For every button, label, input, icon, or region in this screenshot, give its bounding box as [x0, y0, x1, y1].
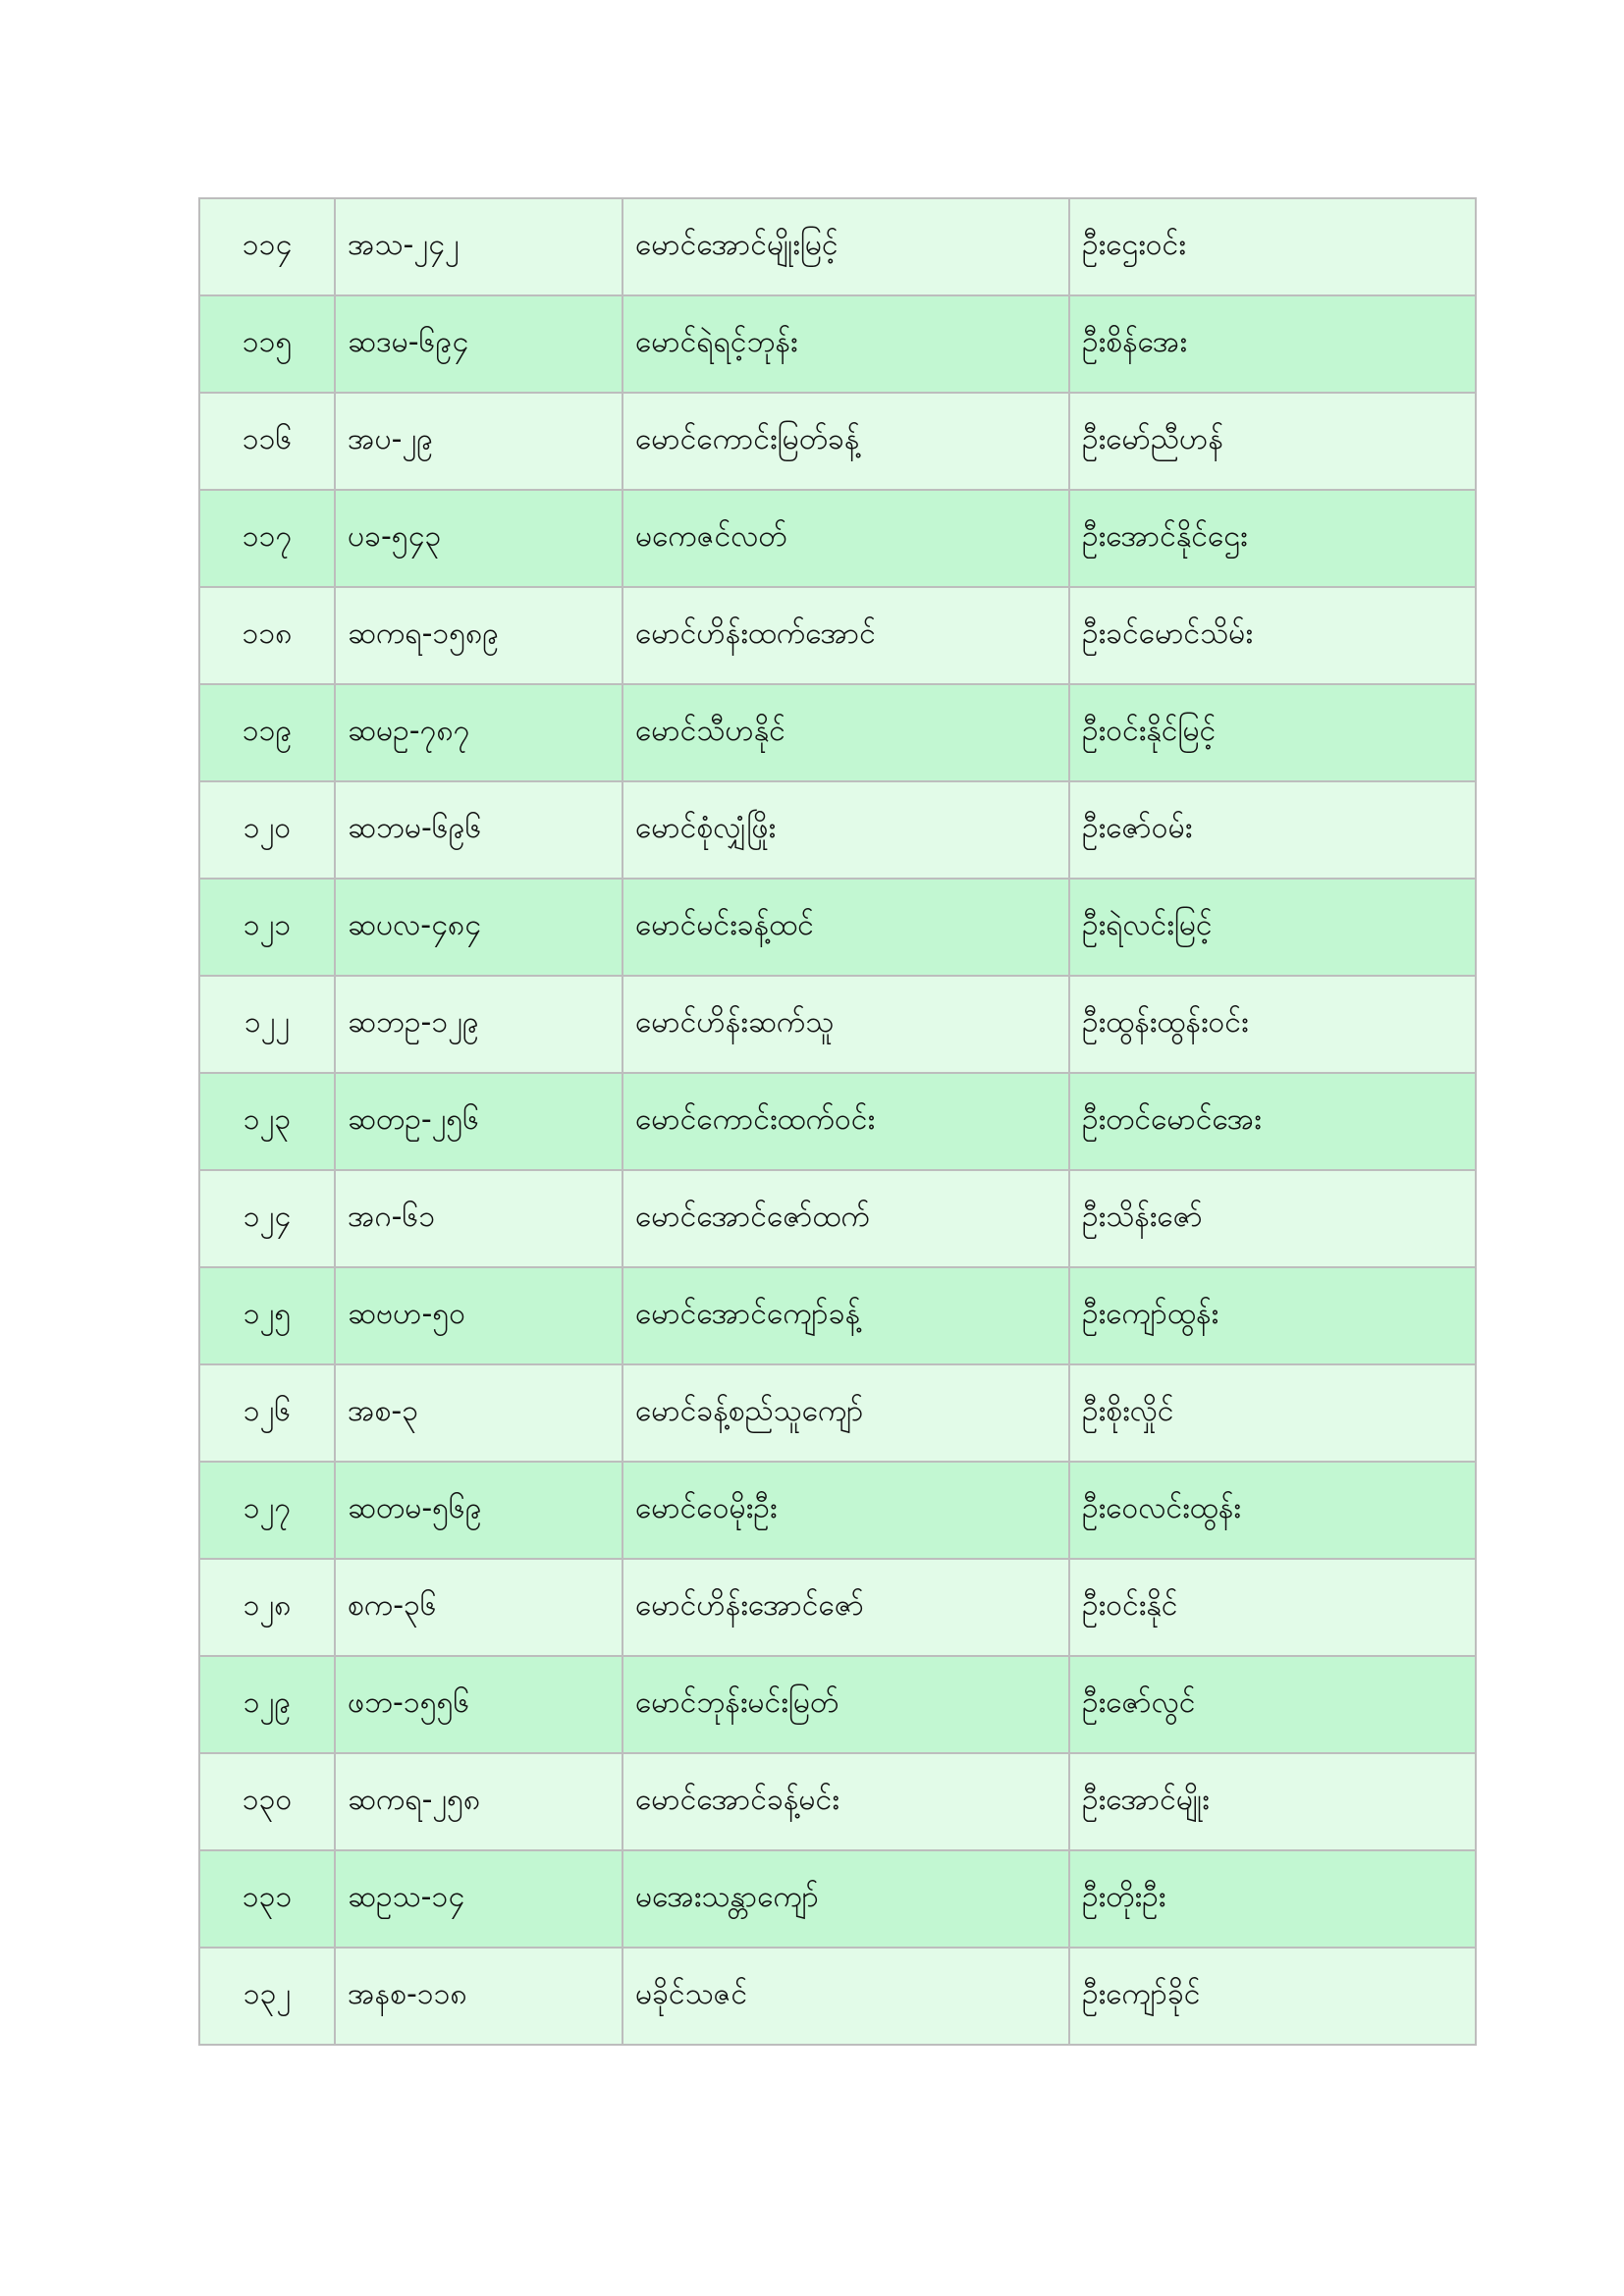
roll-number-cell: ဆဘဥ-၁၂၉	[335, 976, 623, 1073]
father-name-cell: ဦးကျော်ခိုင်	[1069, 1948, 1476, 2045]
results-table	[198, 197, 1477, 2046]
table-row	[199, 587, 1476, 684]
father-name-cell: ဦးဌေးဝင်း	[1069, 198, 1476, 295]
student-name-cell: မောင်အောင်မျိုးမြင့်	[623, 198, 1069, 295]
table-row	[199, 1170, 1476, 1267]
student-name-cell: မောင်ခန့်စည်သူကျော်	[623, 1364, 1069, 1462]
father-name-cell: ဦးဇော်ဝမ်း	[1069, 781, 1476, 879]
roll-number-cell: အစ-၃	[335, 1364, 623, 1462]
table-row	[199, 1850, 1476, 1948]
student-name-cell: မအေးသန္တာကျော်	[623, 1850, 1069, 1948]
father-name-cell: ဦးစိုးလှိုင်	[1069, 1364, 1476, 1462]
father-name-cell: ဦးထွန်းထွန်းဝင်း	[1069, 976, 1476, 1073]
serial-number-cell: ၁၁၄	[199, 198, 335, 295]
table-row	[199, 781, 1476, 879]
father-name-cell: ဦးမော်ညီဟန်	[1069, 393, 1476, 490]
serial-number-cell: ၁၁၉	[199, 684, 335, 781]
student-name-cell: မခိုင်သဇင်	[623, 1948, 1069, 2045]
serial-number-cell: ၁၂၆	[199, 1364, 335, 1462]
serial-number-cell: ၁၂၉	[199, 1656, 335, 1753]
serial-number-cell: ၁၂၈	[199, 1559, 335, 1656]
student-name-cell: မောင်ကောင်းမြတ်ခန့်	[623, 393, 1069, 490]
student-name-cell: မောင်ဘုန်းမင်းမြတ်	[623, 1656, 1069, 1753]
student-name-cell: မောင်အောင်ကျော်ခန့်	[623, 1267, 1069, 1364]
roll-number-cell: ဆတမ-၅၆၉	[335, 1462, 623, 1559]
table-row	[199, 1948, 1476, 2045]
student-name-cell: မောင်စုံလျှံဖြိုး	[623, 781, 1069, 879]
table-row	[199, 1267, 1476, 1364]
serial-number-cell: ၁၃၂	[199, 1948, 335, 2045]
serial-number-cell: ၁၂၀	[199, 781, 335, 879]
roll-number-cell: ဆဗဟ-၅၀	[335, 1267, 623, 1364]
table-row	[199, 1753, 1476, 1850]
student-name-cell: မောင်ဝေမိုးဦး	[623, 1462, 1069, 1559]
table-row	[199, 490, 1476, 587]
serial-number-cell: ၁၂၁	[199, 879, 335, 976]
serial-number-cell: ၁၂၅	[199, 1267, 335, 1364]
roll-number-cell: ဆပလ-၄၈၄	[335, 879, 623, 976]
roll-number-cell: ဖဘ-၁၅၅၆	[335, 1656, 623, 1753]
table-row	[199, 879, 1476, 976]
father-name-cell: ဦးဝင်းနိုင်မြင့်	[1069, 684, 1476, 781]
table-row	[199, 976, 1476, 1073]
father-name-cell: ဦးအောင်မျိုး	[1069, 1753, 1476, 1850]
student-name-cell: မောင်ရဲရင့်ဘုန်း	[623, 295, 1069, 393]
roll-number-cell: ဆတဥ-၂၅၆	[335, 1073, 623, 1170]
student-name-cell: မောင်ဟိန်းအောင်ဇော်	[623, 1559, 1069, 1656]
roll-number-cell: အပ-၂၉	[335, 393, 623, 490]
serial-number-cell: ၁၁၅	[199, 295, 335, 393]
student-name-cell: မောင်သီဟနိုင်	[623, 684, 1069, 781]
roll-number-cell: ဆကရ-၂၅၈	[335, 1753, 623, 1850]
roll-number-cell: ဆဘမ-၆၉၆	[335, 781, 623, 879]
roll-number-cell: ဆမဥ-၇၈၇	[335, 684, 623, 781]
roll-number-cell: အနစ-၁၁၈	[335, 1948, 623, 2045]
father-name-cell: ဦးတင်မောင်အေး	[1069, 1073, 1476, 1170]
father-name-cell: ဦးဝင်းနိုင်	[1069, 1559, 1476, 1656]
father-name-cell: ဦးတိုးဦး	[1069, 1850, 1476, 1948]
student-name-cell: မောင်မင်းခန့်ထင်	[623, 879, 1069, 976]
father-name-cell: ဦးသိန်းဇော်	[1069, 1170, 1476, 1267]
father-name-cell: ဦးဝေလင်းထွန်း	[1069, 1462, 1476, 1559]
serial-number-cell: ၁၂၂	[199, 976, 335, 1073]
serial-number-cell: ၁၁၆	[199, 393, 335, 490]
table-row	[199, 198, 1476, 295]
serial-number-cell: ၁၂၇	[199, 1462, 335, 1559]
table-row	[199, 1073, 1476, 1170]
father-name-cell: ဦးဇော်လွင်	[1069, 1656, 1476, 1753]
serial-number-cell: ၁၃၁	[199, 1850, 335, 1948]
roll-number-cell: စက-၃၆	[335, 1559, 623, 1656]
roll-number-cell: ဆဒမ-၆၉၄	[335, 295, 623, 393]
serial-number-cell: ၁၁၈	[199, 587, 335, 684]
roll-number-cell: အသ-၂၄၂	[335, 198, 623, 295]
table-row	[199, 684, 1476, 781]
table-body	[199, 198, 1476, 2045]
father-name-cell: ဦးကျော်ထွန်း	[1069, 1267, 1476, 1364]
student-name-cell: မောင်အောင်ဇော်ထက်	[623, 1170, 1069, 1267]
roll-number-cell: ဆကရ-၁၅၈၉	[335, 587, 623, 684]
table-row	[199, 1364, 1476, 1462]
father-name-cell: ဦးရဲလင်းမြင့်	[1069, 879, 1476, 976]
roll-number-cell: ဆဥသ-၁၄	[335, 1850, 623, 1948]
roll-number-cell: ပခ-၅၄၃	[335, 490, 623, 587]
student-name-cell: မောင်ဟိန်းထက်အောင်	[623, 587, 1069, 684]
table-row	[199, 1656, 1476, 1753]
serial-number-cell: ၁၂၃	[199, 1073, 335, 1170]
father-name-cell: ဦးအောင်နိုင်ဌေး	[1069, 490, 1476, 587]
roll-number-cell: အဂ-၆၁	[335, 1170, 623, 1267]
table-row	[199, 295, 1476, 393]
father-name-cell: ဦးခင်မောင်သိမ်း	[1069, 587, 1476, 684]
student-name-cell: မကေဇင်လတ်	[623, 490, 1069, 587]
father-name-cell: ဦးစိန်အေး	[1069, 295, 1476, 393]
serial-number-cell: ၁၂၄	[199, 1170, 335, 1267]
student-name-cell: မောင်အောင်ခန့်မင်း	[623, 1753, 1069, 1850]
student-name-cell: မောင်ဟိန်းဆက်သူ	[623, 976, 1069, 1073]
table-row	[199, 1559, 1476, 1656]
table-row	[199, 1462, 1476, 1559]
serial-number-cell: ၁၃၀	[199, 1753, 335, 1850]
student-name-cell: မောင်ကောင်းထက်ဝင်း	[623, 1073, 1069, 1170]
serial-number-cell: ၁၁၇	[199, 490, 335, 587]
table-row	[199, 393, 1476, 490]
